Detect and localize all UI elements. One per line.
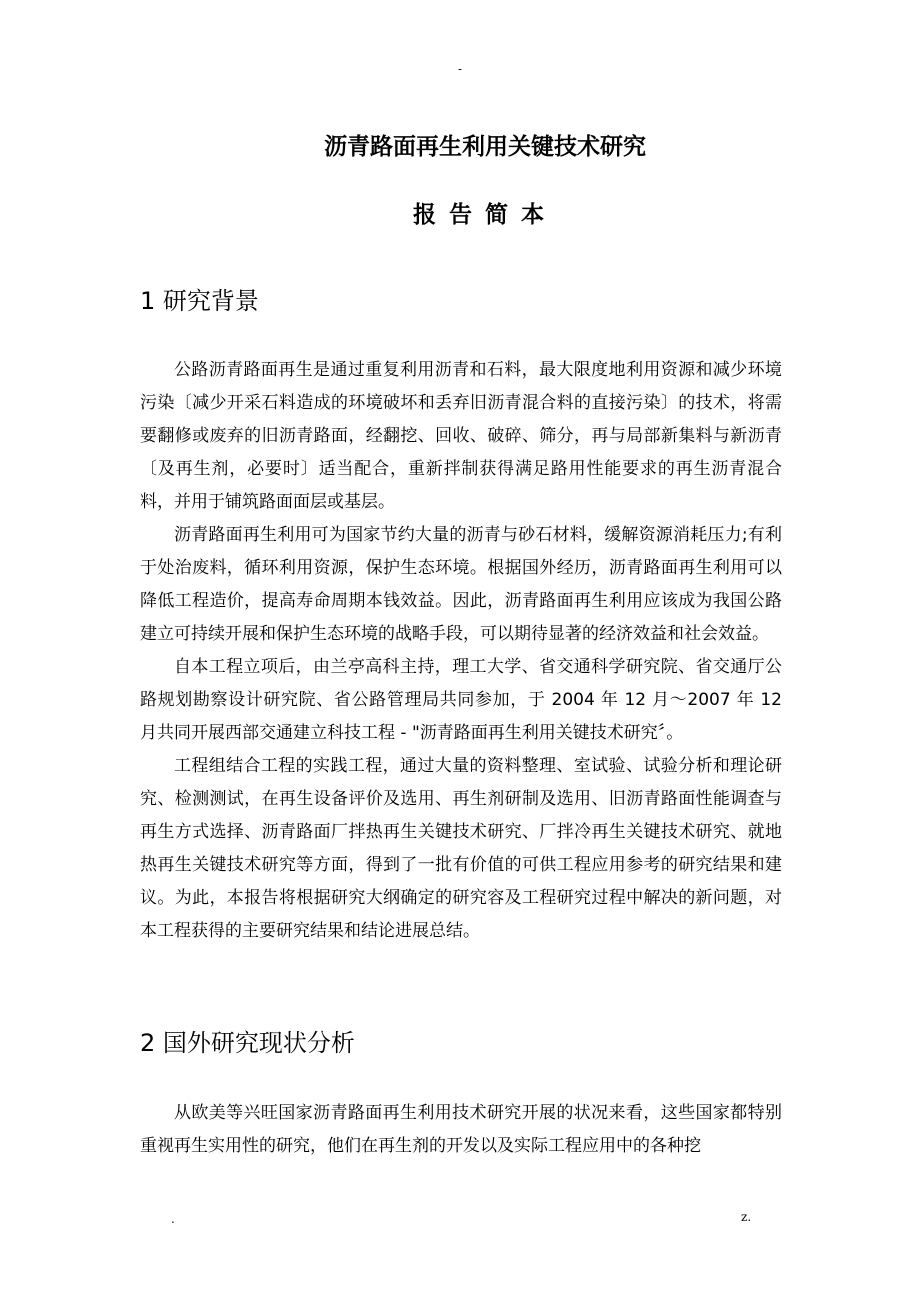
section-body-research-status — [140, 1097, 782, 1163]
header-mark: - — [457, 62, 463, 76]
paragraph: 公路沥青路面再生是通过重复利用沥青和石料，最大限度地利用资源和减少环境污染〔减少开采石料造成的环境破坏和丢弃旧沥青混合料的直接污染〕的技术，将需要翻修或废弃的旧沥青路面，经翻挖、回收、破碎、筛分，再与局部新集料与新沥青〔及再生剂，必要时〕适当配合，重新拌制获得满足路用性能要求的再生沥青混合料，并用于铺筑路面面层或基层。 — [140, 360, 782, 512]
paragraph: 自本工程立项后，由兰亭高科主持，理工大学、省交通科学研究院、省交通厅公路规划勘察设计研究院、省公路管理局共同参加，于 2004 年 12 月～2007 年 12 月共同开展西部交通建立科技工程 - "沥青路面再生利用关键技术研究〞。 — [140, 657, 782, 743]
paragraph: 从欧美等兴旺国家沥青路面再生利用技术研究开展的状况来看，这些国家都特别重视再生实用性的研究，他们在再生剂的开发以及实际工程应用中的各种挖 — [140, 1103, 782, 1156]
paragraph: 工程组结合工程的实践工程，通过大量的资料整理、室试验、试验分析和理论研究、检测测试，在再生设备评价及选用、再生剂研制及选用、旧沥青路面性能调查与再生方式选择、沥青路面厂拌热再生关键技术研究、厂拌冷再生关键技术研究、就地热再生关键技术研究等方面，得到了一批有价值的可供工程应用参考的研究结果和建议。为此，本报告将根据研究大纲确定的研究容及工程研究过程中解决的新问题，对本工程获得的主要研究结果和结论进展总结。 — [140, 756, 782, 941]
paragraph: 沥青路面再生利用可为国家节约大量的沥青与砂石材料，缓解资源消耗压力;有利于处治废料，循环利用资源，保护生态环境。根据国外经历，沥青路面再生利用可以降低工程造价，提高寿命周期本钱效益。因此，沥青路面再生利用应该成为我国公路建立可持续开展和保护生态环境的战略手段，可以期待显著的经济效益和社会效益。 — [140, 525, 782, 644]
document-subtitle: 报告简本 — [413, 202, 557, 228]
section-heading-research-status: 2 国外研究现状分析 — [140, 1029, 355, 1057]
footer-left-mark: . — [171, 1212, 175, 1226]
document-title: 沥青路面再生利用关键技术研究 — [324, 134, 646, 160]
footer-right-mark: z. — [741, 1210, 752, 1224]
section-heading-background: 1 研究背景 — [140, 287, 259, 315]
section-body-background — [140, 354, 782, 948]
